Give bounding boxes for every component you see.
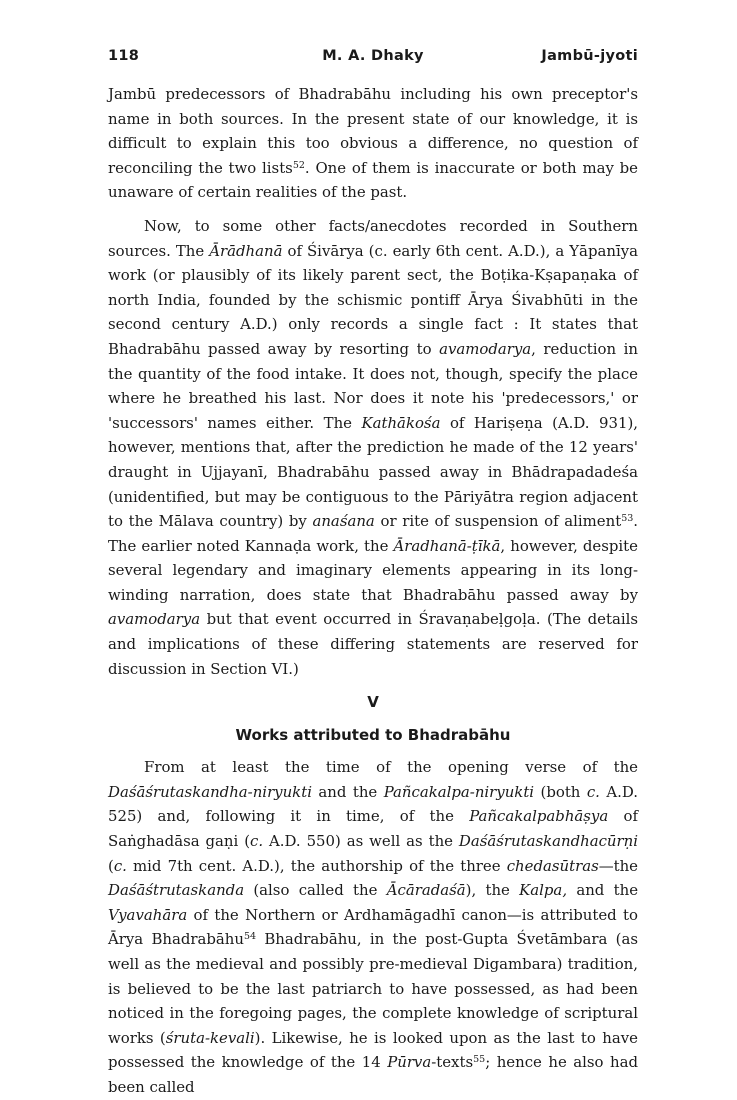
italic-term: avamodarya xyxy=(108,610,201,629)
text-run: , however, despite several legendary and imaginary elements appearing in its long-winding narration, does state that Bhadrabāhu passed away by xyxy=(108,536,638,604)
italic-term: Daśāśtrutaskanda xyxy=(108,881,245,900)
text-run: . One of them is inaccurate or both may be unaware of certain realities of the past. xyxy=(108,158,638,202)
text-run: of Saṅghadāsa gaṇi ( xyxy=(108,807,638,851)
italic-term: Kathākośa xyxy=(361,413,441,432)
italic-term: Pūrva xyxy=(387,1053,432,1072)
paragraph-1 xyxy=(108,82,638,205)
italic-term: Daśāśrutaskandha-niryukti xyxy=(108,782,312,801)
footnote-ref-53[interactable]: 53 xyxy=(621,513,634,525)
italic-term: Vyavahāra xyxy=(108,905,188,924)
text-run: and the xyxy=(567,881,639,900)
text-run: but that event occurred in Śravaṇabeḷgoḷa. (The details and implications of these differing statements are reserved for discussion in Section VI.) xyxy=(108,610,638,678)
text-run: A.D. 525) and, following it in time, of the xyxy=(108,782,638,826)
text-run: and the xyxy=(311,782,384,801)
italic-term: Ārādhanā xyxy=(209,241,283,260)
italic-term: Kalpa, xyxy=(519,881,568,900)
text-run: Now, to some other facts/anecdotes recorded in Southern sources. The xyxy=(108,216,638,260)
footnote-ref-52[interactable]: 52 xyxy=(292,159,305,171)
text-run: , reduction in the quantity of the food intake. It does not, though, specify the place where he breathed his last. Nor does it note his 'predecessors,' or 'successors' names either. The xyxy=(108,339,638,432)
footnote-ref-55[interactable]: 55 xyxy=(473,1054,486,1066)
italic-term: śruta-kevali xyxy=(165,1028,255,1047)
page-body xyxy=(108,82,638,1100)
text-run: of the Northern or Ardhamāgadhī canon—is attributed to Ārya Bhadrabāhu xyxy=(108,905,638,949)
text-run: -texts xyxy=(431,1053,474,1072)
text-run: ). Likewise, he is looked upon as the last to have possessed the knowledge of the 14 xyxy=(108,1028,638,1072)
text-run: —the xyxy=(598,856,638,875)
text-run: (also called the xyxy=(244,881,387,900)
text-run: From at least the time of the opening verse of the xyxy=(144,758,638,777)
paragraph-2 xyxy=(108,214,638,681)
text-run: mid 7th cent. A.D.), the authorship of the three xyxy=(126,856,507,875)
text-run: of Hariṣeṇa (A.D. 931), however, mentions that, after the prediction he made of the 12 years' draught in Ujjayanī, Bhadrabāhu passed away in Bhādrapadadeśa (unidentified, but may be contiguous to the Pāriyātra region adjacent to the Mālava country) by xyxy=(108,413,638,531)
footnote-ref-54[interactable]: 54 xyxy=(243,931,257,943)
italic-term: chedasūtras xyxy=(506,856,599,875)
running-title: Jambū-jyoti xyxy=(541,48,638,64)
text-run: . The earlier noted Kannaḍa work, the xyxy=(108,512,639,555)
running-author: M. A. Dhaky xyxy=(322,48,424,64)
text-run: of Śivārya (c. early 6th cent. A.D.), a Yāpanīya work (or plausibly of its likely parent sect, the Boṭika-Kṣapaṇaka of north India, founded by the schismic pontiff Ārya Śivabhūti in the second century A.D.) only records a single fact : It states that Bhadrabāhu passed away by resorting to xyxy=(108,241,638,358)
text-run: ( xyxy=(108,856,114,875)
text-run: ), the xyxy=(465,881,520,900)
text-run: (both xyxy=(534,782,587,801)
paragraph-gap xyxy=(108,205,638,214)
text-run: Bhadrabāhu, in the post-Gupta Śvetāmbara (as well as the medieval and possibly pre-medieval Digambara) tradition, is believed to be the last patriarch to have possessed, as had been noticed in the foregoing pages, the complete knowledge of scriptural works ( xyxy=(108,930,638,1047)
text-run: Jambū predecessors of Bhadrabāhu including his own preceptor's name in both sources. In the present state of our knowledge, it is difficult to explain this too obvious a difference, no question of reconciling the two lists xyxy=(108,85,638,177)
italic-term: c. xyxy=(586,782,600,801)
text-run: A.D. 550) as well as the xyxy=(263,832,459,851)
italic-term: Daśāśrutaskandhacūrṇi xyxy=(458,832,638,851)
page-number: 118 xyxy=(108,48,140,64)
italic-term: Pañcakalpa-niryukti xyxy=(383,782,535,801)
italic-term: avamodarya xyxy=(439,339,532,358)
italic-term: Āradhanā-ṭīkā xyxy=(393,536,501,555)
text-run: ; hence he also had been called xyxy=(108,1053,638,1096)
text-run: or rite of suspension of aliment xyxy=(374,512,622,531)
paragraph-3 xyxy=(108,755,638,1099)
italic-term: Pañcakalpabhāṣya xyxy=(469,807,609,826)
italic-term: Ācāradaśā xyxy=(386,881,466,900)
italic-term: c. xyxy=(113,856,127,875)
italic-term: c. xyxy=(250,832,264,851)
running-header xyxy=(108,48,638,72)
section-number: V xyxy=(367,693,379,712)
section-title: Works attributed to Bhadrabāhu xyxy=(235,726,511,745)
italic-term: anaśana xyxy=(312,512,375,531)
